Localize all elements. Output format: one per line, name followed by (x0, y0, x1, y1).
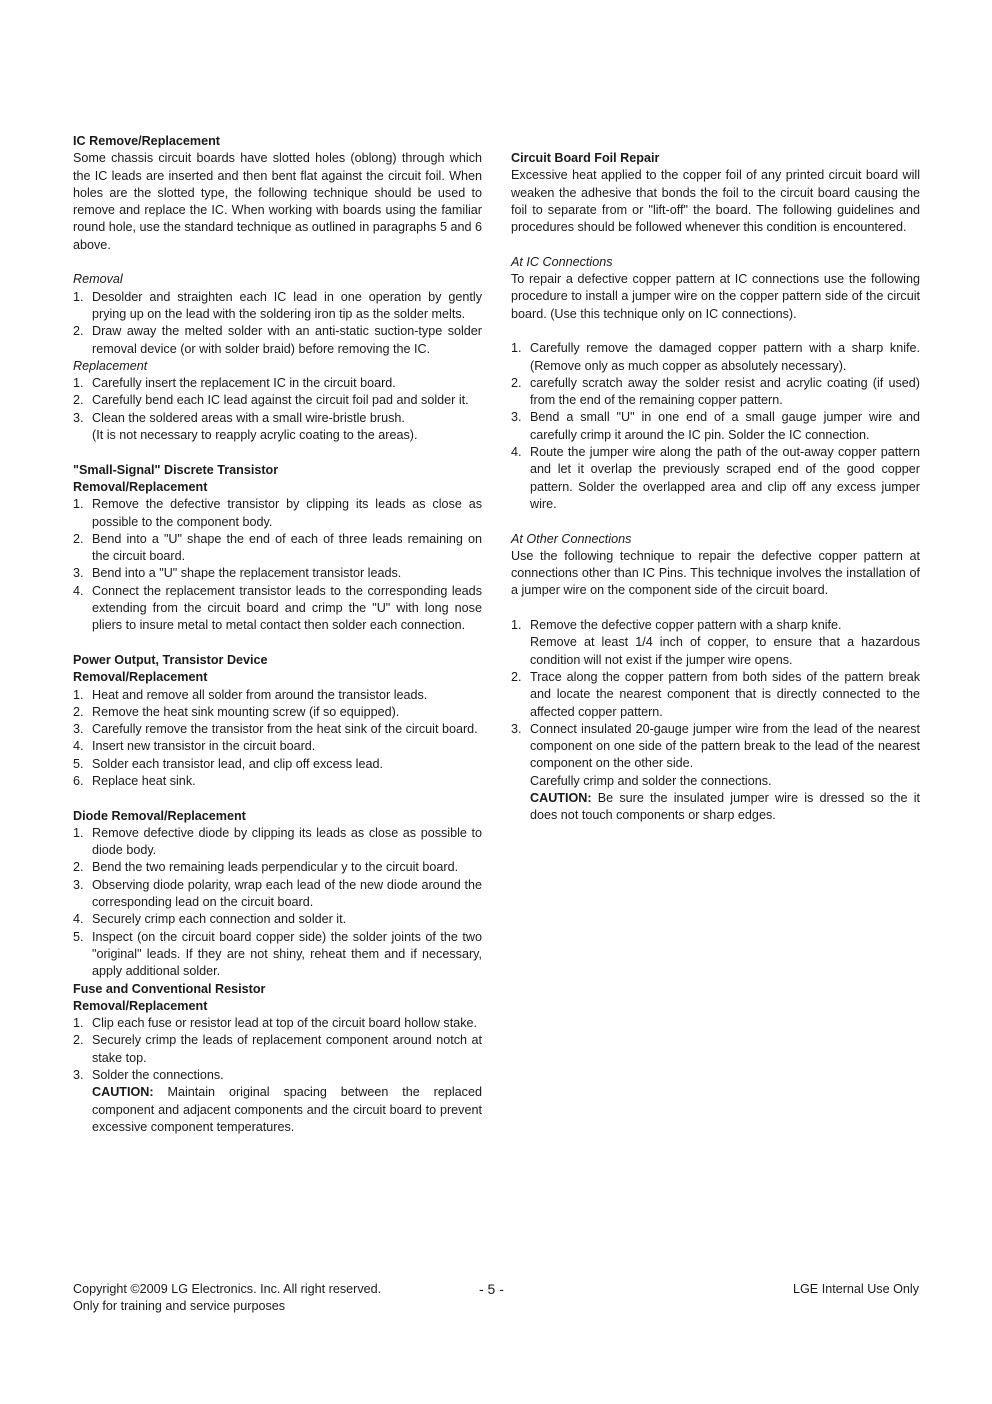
ic-intro: Some chassis circuit boards have slotted holes (oblong) through which the IC leads are inserted and then bent flat against the circuit foil. When holes are the slotted type, the following technique should be used to remove and replace the IC. When working with boards using the familiar round hole, use the standard technique as outlined in paragraphs 5 and 6 above. (73, 151, 482, 252)
list-item: 2. Securely crimp the leads of replacement component around notch at stake top. (73, 1033, 482, 1065)
list-item: 2. Bend into a "U" shape the end of each of three leads remaining on the circuit board. (73, 531, 482, 564)
list-item: 2. Draw away the melted solder with an anti-static suction-type solder removal device (or with solder braid) before removing the IC. (73, 324, 482, 356)
fuse-caution: CAUTION: Maintain original spacing between the replaced component and adjacent components and the circuit board to prevent excessive component temperatures. (92, 1085, 482, 1134)
list-item: 1. Carefully insert the replacement IC in the circuit board. (73, 376, 396, 391)
diode-list (73, 825, 482, 981)
list-item: 3. Observing diode polarity, wrap each lead of the new diode around the corresponding lead on the circuit board. (73, 877, 482, 910)
diode-section (73, 808, 482, 981)
other-connections-section (511, 531, 920, 825)
fuse-list (73, 1015, 482, 1136)
fuse-section (73, 981, 482, 1137)
foil-intro: Excessive heat applied to the copper foil of any printed circuit board will weaken the adhesive that bonds the foil to the circuit board causing the foil to separate from or "lift-off" the board. The following guidelines and procedures should be followed whenever this condition is encountered. (511, 168, 920, 235)
list-item: 5. Inspect (on the circuit board copper side) the solder joints of the two "original" leads. If they are not shiny, reheat them and if necessary, apply additional solder. (73, 929, 482, 979)
list-item: 2. Carefully bend each IC lead against the circuit foil pad and solder it. (73, 393, 469, 408)
footer-left (73, 1281, 381, 1315)
ic-replacement-list (73, 375, 482, 444)
right-column (511, 150, 920, 825)
list-item: 2. Bend the two remaining leads perpendicular y to the circuit board. (73, 860, 459, 875)
power-output-title: Power Output, Transistor Device (73, 652, 268, 667)
list-item: 3. Clean the soldered areas with a small wire-bristle brush. (It is not necessary to reapply acrylic coating to the areas). (73, 410, 418, 443)
list-item: 1. Remove the defective copper pattern with a sharp knife. Remove at least 1/4 inch of copper, to ensure that a hazardous condition will not exist if the jumper wire opens. (511, 618, 920, 667)
training-text: Only for training and service purposes (73, 1299, 286, 1313)
list-item: 3. Connect insulated 20-gauge jumper wire from the lead of the nearest component on one side of the pattern break to the lead of the nearest component on the other side. Carefully crimp and solder the connections. CAUTION: Be sure the insulated jumper wire is dressed so the it does not touch components or sharp edges. (511, 721, 920, 825)
foil-section (511, 150, 920, 236)
small-signal-subtitle: Removal/Replacement (73, 479, 208, 494)
list-item: 1. Heat and remove all solder from around the transistor leads. (73, 687, 428, 702)
list-item: 2. Remove the heat sink mounting screw (if so equipped). (73, 704, 400, 719)
other-connections-label: At Other Connections (511, 531, 632, 546)
fuse-subtitle: Removal/Replacement (73, 998, 208, 1013)
foil-title: Circuit Board Foil Repair (511, 151, 660, 165)
list-item: 3. Bend into a "U" shape the replacement transistor leads. (73, 566, 402, 581)
list-item: 4. Route the jumper wire along the path of the out-away copper pattern and let it overlap the previously scraped end of the good copper pattern. Solder the overlapped area and clip off any excess jumper wire. (511, 445, 920, 511)
list-item: 1. Clip each fuse or resistor lead at top of the circuit board hollow stake. (73, 1016, 478, 1031)
copyright-text: Copyright ©2009 LG Electronics. Inc. All right reserved. (73, 1282, 382, 1296)
ic-section (73, 133, 482, 444)
replacement-label: Replacement (73, 358, 148, 373)
ic-connections-label: At IC Connections (511, 254, 613, 269)
list-item: 3. Carefully remove the transistor from the heat sink of the circuit board. (73, 722, 478, 737)
list-item: 4. Securely crimp each connection and solder it. (73, 912, 347, 927)
left-column (73, 133, 482, 1136)
small-signal-list (73, 496, 482, 634)
other-caution: CAUTION: Be sure the insulated jumper wire is dressed so the it does not touch components or sharp edges. (530, 790, 920, 823)
page-number: - 5 - (479, 1281, 504, 1297)
small-signal-section (73, 462, 482, 635)
small-signal-title: "Small-Signal" Discrete Transistor (73, 462, 279, 477)
removal-label: Removal (73, 272, 123, 287)
list-item: 2. carefully scratch away the solder resist and acrylic coating (if used) from the end of the remaining copper pattern. (511, 375, 920, 408)
ic-connections-section (511, 254, 920, 513)
other-connections-intro: Use the following technique to repair the defective copper pattern at connections other than IC Pins. This technique involves the installation of a jumper wire on the component side of the circuit board. (511, 548, 920, 598)
list-item: 1. Desolder and straighten each IC lead in one operation by gently prying up on the lead with the soldering iron tip as the solder melts. (73, 289, 482, 321)
internal-use-text: LGE Internal Use Only (793, 1282, 919, 1296)
ic-title: IC Remove/Replacement (73, 134, 220, 148)
ic-removal-list (73, 289, 482, 358)
list-item: 3. Bend a small "U" in one end of a small gauge jumper wire and carefully crimp it around the IC pin. Solder the IC connection. (511, 410, 920, 442)
power-output-section (73, 652, 482, 790)
power-output-subtitle: Removal/Replacement (73, 670, 208, 685)
other-connections-list (511, 617, 920, 825)
list-item: 1. Remove defective diode by clipping its leads as close as possible to diode body. (73, 825, 482, 858)
list-item: 6. Replace heat sink. (73, 773, 196, 788)
list-item: 3. Solder the connections. CAUTION: Maintain original spacing between the replaced component and adjacent components and the circuit board to prevent excessive component temperatures. (73, 1067, 482, 1136)
ic-connections-list (511, 340, 920, 513)
list-item: 4. Connect the replacement transistor leads to the corresponding leads extending from the circuit board and crimp the "U" with long nose pliers to insure metal to metal contact then solder each connection. (73, 583, 482, 633)
fuse-title: Fuse and Conventional Resistor (73, 981, 266, 996)
diode-title: Diode Removal/Replacement (73, 808, 246, 823)
list-item: 1. Remove the defective transistor by clipping its leads as close as possible to the component body. (73, 497, 482, 529)
ic-connections-intro: To repair a defective copper pattern at IC connections use the following procedure to install a jumper wire on the copper pattern side of the circuit board. (Use this technique only on IC connections). (511, 272, 920, 321)
power-output-list (73, 687, 482, 791)
list-item: 4. Insert new transistor in the circuit board. (73, 739, 316, 754)
list-item: 1. Carefully remove the damaged copper pattern with a sharp knife. (Remove only as much copper as absolutely necessary). (511, 341, 920, 373)
list-item: 5. Solder each transistor lead, and clip off excess lead. (73, 756, 383, 771)
list-item: 2. Trace along the copper pattern from both sides of the pattern break and locate the nearest component that is directly connected to the affected copper pattern. (511, 669, 920, 719)
